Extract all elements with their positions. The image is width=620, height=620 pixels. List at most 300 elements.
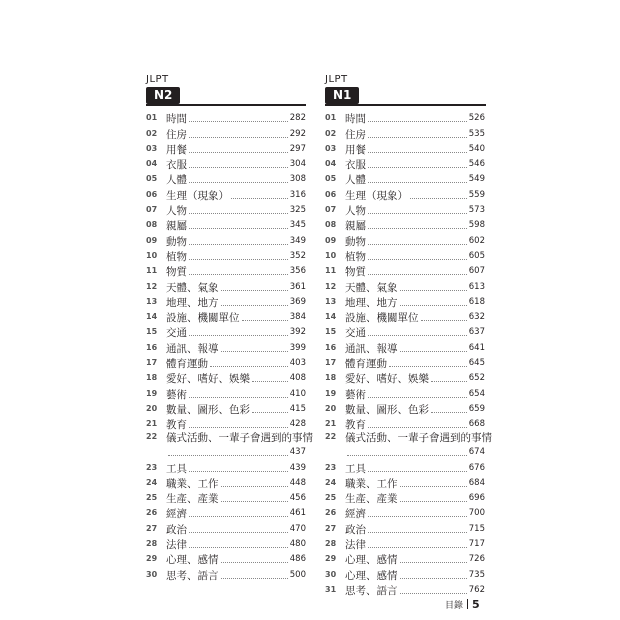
toc-entry[interactable] — [146, 355, 306, 370]
toc-entry[interactable] — [325, 263, 485, 278]
entry-page: 369 — [289, 296, 306, 307]
leader-dots — [189, 228, 288, 229]
entry-page: 316 — [289, 189, 306, 200]
entry-title: 思考、語言 — [166, 569, 219, 582]
leader-dots — [400, 562, 467, 563]
entry-page: 439 — [289, 462, 306, 473]
entry-title: 生產、產業 — [345, 493, 398, 506]
entry-title: 經濟 — [345, 508, 366, 521]
entry-page: 696 — [468, 493, 485, 504]
entry-number: 17 — [146, 358, 158, 368]
entry-page: 637 — [468, 327, 485, 338]
entry-page: 408 — [289, 373, 306, 384]
entry-number: 26 — [146, 508, 158, 518]
toc-entry-line — [146, 431, 313, 445]
entry-number: 09 — [325, 235, 337, 245]
entry-number: 03 — [325, 143, 337, 153]
toc-entry[interactable] — [325, 370, 485, 385]
leader-dots — [189, 137, 288, 138]
entry-number: 15 — [325, 327, 337, 337]
leader-dots — [368, 471, 467, 472]
entry-number: 14 — [325, 312, 337, 322]
entry-page: 726 — [468, 554, 485, 565]
toc-entry[interactable] — [146, 339, 306, 354]
toc-entry[interactable] — [146, 263, 306, 278]
entry-page: 361 — [289, 281, 306, 292]
leader-dots — [347, 455, 467, 456]
entry-number: 02 — [325, 128, 337, 138]
entry-title: 用餐 — [166, 143, 187, 156]
entry-page: 526 — [468, 113, 485, 124]
entry-number: 02 — [146, 128, 158, 138]
leader-dots — [168, 455, 288, 456]
entry-title: 藝術 — [345, 388, 366, 401]
toc-entry[interactable] — [146, 324, 306, 339]
leader-dots — [221, 305, 288, 306]
leader-dots — [410, 198, 467, 199]
leader-dots — [210, 366, 288, 367]
toc-entry[interactable] — [146, 551, 306, 566]
level-badge: N1 — [325, 87, 359, 104]
leader-dots — [368, 137, 467, 138]
entry-page: 456 — [289, 493, 306, 504]
entry-number: 22 — [146, 432, 158, 442]
entry-page: 345 — [289, 220, 306, 231]
entry-page: 605 — [468, 250, 485, 261]
toc-entry[interactable] — [325, 141, 485, 156]
toc-entry[interactable] — [325, 431, 492, 459]
leader-dots — [221, 501, 288, 502]
entry-page: 717 — [468, 539, 485, 550]
toc-entry[interactable] — [325, 339, 485, 354]
entry-title: 人體 — [345, 174, 366, 187]
leader-dots — [221, 290, 288, 291]
leader-dots — [221, 562, 288, 563]
leader-dots — [400, 486, 467, 487]
toc-entry[interactable] — [146, 202, 306, 217]
toc-entry[interactable] — [146, 232, 306, 247]
level-badge: N2 — [146, 87, 180, 104]
entry-title: 交通 — [166, 327, 187, 340]
entry-title: 儀式活動、一輩子會遇到的事情 — [345, 432, 492, 445]
entry-number: 27 — [325, 523, 337, 533]
entry-page: 632 — [468, 312, 485, 323]
entry-title: 設施、機關單位 — [166, 312, 240, 325]
entry-page: 304 — [289, 159, 306, 170]
entry-number: 05 — [146, 174, 158, 184]
entry-number: 09 — [146, 235, 158, 245]
entry-title: 心理、感情 — [166, 554, 219, 567]
entry-title: 人物 — [166, 205, 187, 218]
entry-title: 用餐 — [345, 143, 366, 156]
leader-dots — [252, 412, 288, 413]
entry-title: 物質 — [345, 266, 366, 279]
entry-number: 17 — [325, 358, 337, 368]
toc-entry[interactable] — [325, 309, 485, 324]
toc-entry[interactable] — [325, 459, 485, 474]
entry-title: 衣服 — [345, 159, 366, 172]
entry-title: 心理、感情 — [345, 569, 398, 582]
entry-page: 500 — [289, 569, 306, 580]
entry-page: 668 — [468, 419, 485, 430]
entry-number: 29 — [325, 554, 337, 564]
entry-number: 28 — [325, 539, 337, 549]
toc-entry[interactable] — [325, 156, 485, 171]
entry-number: 26 — [325, 508, 337, 518]
entry-title: 天體、氣象 — [166, 281, 219, 294]
entry-title: 思考、語言 — [345, 584, 398, 597]
entry-title: 生理（現象） — [166, 189, 229, 202]
entry-page: 292 — [289, 128, 306, 139]
leader-dots — [231, 198, 288, 199]
toc-entry[interactable] — [146, 385, 306, 400]
toc-entry[interactable] — [325, 520, 485, 535]
toc-entry[interactable] — [325, 248, 485, 263]
leader-dots — [221, 351, 288, 352]
entry-page: 308 — [289, 174, 306, 185]
entry-title: 法律 — [345, 539, 366, 552]
leader-dots — [252, 381, 288, 382]
toc-entry[interactable] — [325, 171, 485, 186]
toc-entry[interactable] — [325, 551, 485, 566]
leader-dots — [368, 259, 467, 260]
leader-dots — [368, 397, 467, 398]
toc-entry[interactable] — [146, 416, 306, 431]
leader-dots — [221, 578, 288, 579]
entry-title: 教育 — [166, 419, 187, 432]
toc-entry[interactable] — [146, 370, 306, 385]
entry-number: 22 — [325, 432, 337, 442]
entry-title: 政治 — [166, 523, 187, 536]
footer-divider — [467, 599, 468, 609]
entry-title: 時間 — [166, 113, 187, 126]
leader-dots — [189, 121, 288, 122]
leader-dots — [421, 320, 467, 321]
leader-dots — [368, 532, 467, 533]
toc-entry[interactable] — [325, 294, 485, 309]
entry-title: 衣服 — [166, 159, 187, 172]
entry-title: 工具 — [345, 462, 366, 475]
entry-page: 546 — [468, 159, 485, 170]
header-rule — [146, 104, 306, 106]
toc-entry[interactable] — [146, 309, 306, 324]
entry-number: 19 — [146, 388, 158, 398]
leader-dots — [431, 381, 467, 382]
entry-number: 14 — [146, 312, 158, 322]
toc-entry[interactable] — [325, 505, 485, 520]
entry-page: 282 — [289, 113, 306, 124]
toc-entry[interactable] — [325, 401, 485, 416]
entry-title: 動物 — [166, 235, 187, 248]
leader-dots — [368, 547, 467, 548]
entry-number: 31 — [325, 584, 337, 594]
entry-page: 654 — [468, 388, 485, 399]
leader-dots — [400, 351, 467, 352]
entry-title: 地理、地方 — [166, 296, 219, 309]
entry-number: 27 — [146, 523, 158, 533]
entry-number: 30 — [325, 569, 337, 579]
entry-page: 735 — [468, 569, 485, 580]
toc-entry[interactable] — [325, 324, 485, 339]
entry-page: 618 — [468, 296, 485, 307]
entry-page: 659 — [468, 403, 485, 414]
leader-dots — [368, 274, 467, 275]
entry-number: 08 — [146, 220, 158, 230]
entry-title: 工具 — [166, 462, 187, 475]
toc-entry[interactable] — [325, 490, 485, 505]
entry-number: 29 — [146, 554, 158, 564]
entry-page: 602 — [468, 235, 485, 246]
entry-number: 13 — [146, 296, 158, 306]
leader-dots — [189, 516, 288, 517]
entry-title: 生產、產業 — [166, 493, 219, 506]
entry-page: 428 — [289, 419, 306, 430]
entry-page: 461 — [289, 508, 306, 519]
entry-page: 598 — [468, 220, 485, 231]
entry-number: 08 — [325, 220, 337, 230]
leader-dots — [368, 244, 467, 245]
entry-page: 715 — [468, 523, 485, 534]
entry-number: 07 — [146, 205, 158, 215]
entry-number: 10 — [325, 250, 337, 260]
entry-title: 通訊、報導 — [345, 342, 398, 355]
entry-title: 法律 — [166, 539, 187, 552]
entry-number: 07 — [325, 205, 337, 215]
entry-title: 經濟 — [166, 508, 187, 521]
toc-entry[interactable] — [325, 475, 485, 490]
entry-title: 交通 — [345, 327, 366, 340]
entry-page: 415 — [289, 403, 306, 414]
toc-entry[interactable] — [146, 125, 306, 140]
entry-number: 13 — [325, 296, 337, 306]
entry-title: 植物 — [345, 250, 366, 263]
entry-page: 684 — [468, 477, 485, 488]
toc-entry[interactable] — [146, 536, 306, 551]
entry-title: 體育運動 — [166, 358, 208, 371]
entry-number: 03 — [146, 143, 158, 153]
leader-dots — [189, 397, 288, 398]
entry-title: 心理、感情 — [345, 554, 398, 567]
entry-number: 28 — [146, 539, 158, 549]
toc-entry[interactable] — [325, 566, 485, 581]
leader-dots — [431, 412, 467, 413]
toc-entry[interactable] — [146, 431, 313, 459]
entry-page: 674 — [468, 447, 485, 458]
leader-dots — [368, 121, 467, 122]
entry-title: 物質 — [166, 266, 187, 279]
toc-entry-line — [146, 444, 306, 459]
footer-section-label: 目錄 — [445, 601, 464, 611]
toc-entry[interactable] — [325, 110, 485, 125]
entry-page: 535 — [468, 128, 485, 139]
entry-number: 20 — [325, 403, 337, 413]
entry-number: 23 — [325, 462, 337, 472]
entry-page: 641 — [468, 342, 485, 353]
entry-title: 親屬 — [345, 220, 366, 233]
leader-dots — [189, 532, 288, 533]
toc-entry[interactable] — [325, 202, 485, 217]
entry-page: 356 — [289, 266, 306, 277]
entry-number: 24 — [146, 477, 158, 487]
toc-entry[interactable] — [325, 355, 485, 370]
entry-page: 540 — [468, 143, 485, 154]
entry-number: 06 — [325, 189, 337, 199]
entry-title: 數量、圖形、色彩 — [345, 403, 429, 416]
toc-entry[interactable] — [146, 520, 306, 535]
entry-number: 18 — [146, 373, 158, 383]
entry-title: 數量、圖形、色彩 — [166, 403, 250, 416]
toc-entry[interactable] — [325, 217, 485, 232]
leader-dots — [368, 167, 467, 168]
leader-dots — [189, 335, 288, 336]
toc-entry-line — [325, 444, 485, 459]
entry-number: 12 — [146, 281, 158, 291]
entry-number: 10 — [146, 250, 158, 260]
toc-entry[interactable] — [325, 416, 485, 431]
entry-page: 480 — [289, 539, 306, 550]
toc-entry[interactable] — [325, 536, 485, 551]
page-footer — [445, 598, 480, 611]
entry-page: 549 — [468, 174, 485, 185]
header-rule — [325, 104, 486, 106]
toc-entry[interactable] — [146, 171, 306, 186]
entry-number: 23 — [146, 462, 158, 472]
leader-dots — [368, 516, 467, 517]
entry-number: 30 — [146, 569, 158, 579]
toc-entry[interactable] — [146, 566, 306, 581]
leader-dots — [389, 366, 467, 367]
entry-title: 地理、地方 — [345, 296, 398, 309]
entry-page: 392 — [289, 327, 306, 338]
entry-number: 05 — [325, 174, 337, 184]
toc-entry[interactable] — [146, 248, 306, 263]
entry-page: 645 — [468, 358, 485, 369]
entry-number: 01 — [146, 113, 158, 123]
leader-dots — [189, 167, 288, 168]
leader-dots — [189, 182, 288, 183]
entry-title: 住房 — [345, 128, 366, 141]
entry-title: 職業、工作 — [345, 477, 398, 490]
leader-dots — [189, 259, 288, 260]
entry-page: 399 — [289, 342, 306, 353]
toc-entry[interactable] — [325, 232, 485, 247]
entry-number: 20 — [146, 403, 158, 413]
entry-title: 時間 — [345, 113, 366, 126]
toc-entry[interactable] — [146, 186, 306, 201]
leader-dots — [368, 152, 467, 153]
leader-dots — [400, 501, 467, 502]
entry-title: 生理（現象） — [345, 189, 408, 202]
toc-entry[interactable] — [146, 278, 306, 293]
entry-page: 762 — [468, 584, 485, 595]
leader-dots — [189, 471, 288, 472]
entry-title: 人體 — [166, 174, 187, 187]
leader-dots — [368, 427, 467, 428]
entry-title: 教育 — [345, 419, 366, 432]
entry-title: 體育運動 — [345, 358, 387, 371]
entry-page: 607 — [468, 266, 485, 277]
entry-number: 21 — [325, 419, 337, 429]
entry-number: 21 — [146, 419, 158, 429]
toc-entry[interactable] — [146, 141, 306, 156]
entry-number: 25 — [325, 493, 337, 503]
entry-number: 11 — [325, 266, 337, 276]
entry-number: 04 — [325, 159, 337, 169]
entry-page: 349 — [289, 235, 306, 246]
entry-title: 政治 — [345, 523, 366, 536]
entry-number: 12 — [325, 281, 337, 291]
toc-entry[interactable] — [146, 475, 306, 490]
toc-entry[interactable] — [146, 110, 306, 125]
toc-entry[interactable] — [325, 385, 485, 400]
entry-number: 25 — [146, 493, 158, 503]
entry-number: 19 — [325, 388, 337, 398]
entry-page: 297 — [289, 143, 306, 154]
entry-title: 通訊、報導 — [166, 342, 219, 355]
entry-number: 24 — [325, 477, 337, 487]
entry-number: 16 — [146, 342, 158, 352]
entry-number: 04 — [146, 159, 158, 169]
entry-page: 486 — [289, 554, 306, 565]
entry-page: 573 — [468, 205, 485, 216]
toc-entry[interactable] — [146, 217, 306, 232]
entry-number: 06 — [146, 189, 158, 199]
entry-title: 愛好、嗜好、娛樂 — [166, 373, 250, 386]
entry-title: 儀式活動、一輩子會遇到的事情 — [166, 432, 313, 445]
leader-dots — [189, 547, 288, 548]
leader-dots — [400, 578, 467, 579]
entry-title: 親屬 — [166, 220, 187, 233]
entry-page: 676 — [468, 462, 485, 473]
entry-title: 設施、機關單位 — [345, 312, 419, 325]
page-number: 5 — [472, 598, 480, 611]
toc-list — [325, 110, 492, 597]
entry-number: 01 — [325, 113, 337, 123]
leader-dots — [189, 427, 288, 428]
toc-entry[interactable] — [325, 278, 485, 293]
series-label: JLPT — [325, 74, 348, 85]
toc-entry[interactable] — [146, 459, 306, 474]
leader-dots — [368, 228, 467, 229]
toc-list — [146, 110, 313, 582]
entry-title: 植物 — [166, 250, 187, 263]
entry-number: 11 — [146, 266, 158, 276]
entry-page: 613 — [468, 281, 485, 292]
entry-page: 437 — [289, 447, 306, 458]
leader-dots — [189, 274, 288, 275]
toc-entry[interactable] — [146, 505, 306, 520]
leader-dots — [242, 320, 288, 321]
leader-dots — [189, 213, 288, 214]
toc-entry[interactable] — [325, 125, 485, 140]
entry-number: 16 — [325, 342, 337, 352]
entry-number: 15 — [146, 327, 158, 337]
toc-entry[interactable] — [325, 186, 485, 201]
toc-entry[interactable] — [325, 582, 485, 597]
entry-page: 559 — [468, 189, 485, 200]
leader-dots — [400, 305, 467, 306]
leader-dots — [221, 486, 288, 487]
entry-title: 人物 — [345, 205, 366, 218]
toc-entry[interactable] — [146, 401, 306, 416]
entry-title: 住房 — [166, 128, 187, 141]
toc-entry[interactable] — [146, 294, 306, 309]
entry-page: 470 — [289, 523, 306, 534]
toc-entry[interactable] — [146, 490, 306, 505]
toc-entry[interactable] — [146, 156, 306, 171]
series-label: JLPT — [146, 74, 169, 85]
toc-entry-line — [325, 431, 492, 445]
